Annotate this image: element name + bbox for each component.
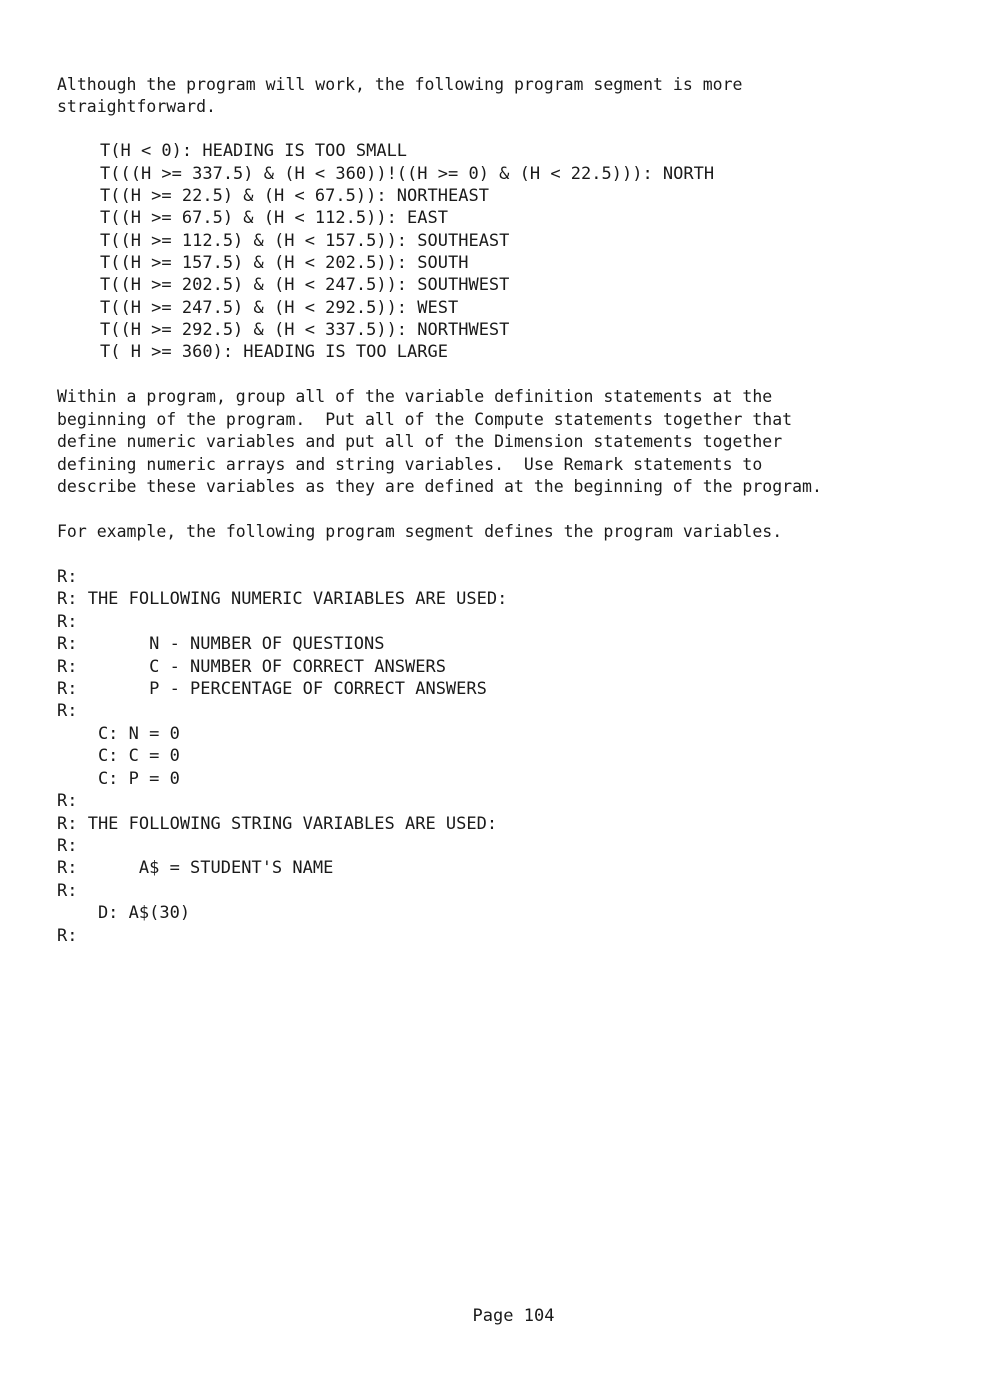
code-line: T((H >= 112.5) & (H < 157.5)): SOUTHEAST xyxy=(100,231,510,251)
code-line: C: C = 0 xyxy=(57,746,180,766)
code-line: T((H >= 22.5) & (H < 67.5)): NORTHEAST xyxy=(100,186,489,206)
code-line: R: xyxy=(57,567,78,587)
guidance-line-2: beginning of the program. Put all of the Compute statements together that xyxy=(57,410,793,429)
code-line: C: P = 0 xyxy=(57,769,180,789)
code-line: R: C - NUMBER OF CORRECT ANSWERS xyxy=(57,657,446,677)
guidance-line-5: describe these variables as they are defined at the beginning of the program. xyxy=(57,477,822,496)
code-line: C: N = 0 xyxy=(57,724,180,744)
guidance-line-4: defining numeric arrays and string variables. Use Remark statements to xyxy=(57,455,763,474)
intro-line-2: straightforward. xyxy=(57,97,216,116)
code-line: R: xyxy=(57,701,78,721)
code-line: R: A$ = STUDENT'S NAME xyxy=(57,858,334,878)
code-line: T((H >= 67.5) & (H < 112.5)): EAST xyxy=(100,208,448,228)
example-intro: For example, the following program segment defines the program variables. xyxy=(57,522,783,541)
code-line: R: xyxy=(57,612,78,632)
code-line: D: A$(30) xyxy=(57,903,191,923)
code-line: R: THE FOLLOWING STRING VARIABLES ARE USED: xyxy=(57,814,498,834)
code-line: R: THE FOLLOWING NUMERIC VARIABLES ARE USED: xyxy=(57,589,508,609)
page-number: Page 104 xyxy=(472,1306,555,1326)
code-line: T((H >= 247.5) & (H < 292.5)): WEST xyxy=(100,298,459,318)
code-line: T( H >= 360): HEADING IS TOO LARGE xyxy=(100,342,448,362)
code-line: R: xyxy=(57,926,78,946)
intro-line-1: Although the program will work, the following program segment is more xyxy=(57,75,743,94)
code-line: R: N - NUMBER OF QUESTIONS xyxy=(57,634,385,654)
code-line: T((H >= 292.5) & (H < 337.5)): NORTHWEST xyxy=(100,320,510,340)
code-line: T((H >= 157.5) & (H < 202.5)): SOUTH xyxy=(100,253,469,273)
code-line: T(((H >= 337.5) & (H < 360))!((H >= 0) & (H < 22.5))): NORTH xyxy=(100,164,715,184)
code-line: R: xyxy=(57,836,78,856)
code-line: T((H >= 202.5) & (H < 247.5)): SOUTHWEST xyxy=(100,275,510,295)
guidance-line-3: define numeric variables and put all of the Dimension statements together xyxy=(57,432,783,451)
code-line: R: xyxy=(57,791,78,811)
code-line: T(H < 0): HEADING IS TOO SMALL xyxy=(100,141,408,161)
guidance-line-1: Within a program, group all of the variable definition statements at the xyxy=(57,387,773,406)
code-line: R: xyxy=(57,881,78,901)
code-line: R: P - PERCENTAGE OF CORRECT ANSWERS xyxy=(57,679,487,699)
